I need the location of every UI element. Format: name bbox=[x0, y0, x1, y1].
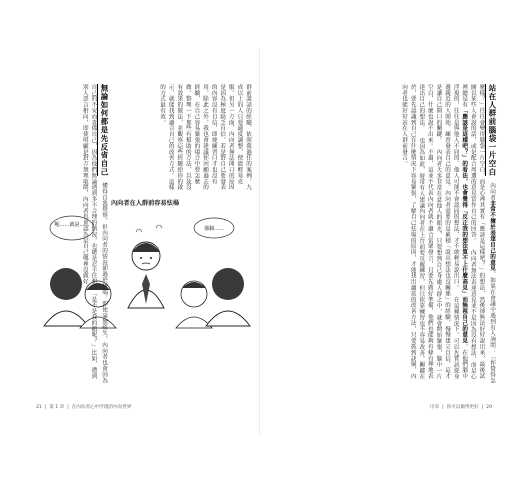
section-heading-reflect: 無論如何都是先反省自己 bbox=[97, 84, 108, 176]
left-running-title: 在內向者心中浮現的內向世界 bbox=[71, 405, 132, 410]
bubble-left-line1: 呃……就是…… bbox=[54, 222, 90, 228]
right-footer: 序章 | 你可以做得更好 | 20 bbox=[429, 405, 492, 410]
left-section bbox=[36, 84, 108, 384]
right-p1-bold: 非常不擅於表達自己的意見 bbox=[489, 200, 495, 272]
right-p4: 內向者大多非常在意他人的眼光，只要想到自己身處人群之中，就會開始緊張，腦中一片空白，什麼也說不出來。不過，這並不代表內向者就不適合當眾發言，只要先做好準備，他們也能夠有條有理地表達出自己的想法。 bbox=[418, 84, 442, 380]
left-footer: 21 | 第 1 章 | 在內向者心中浮現的內向世界 bbox=[36, 405, 132, 410]
left-paragraph-bottom: 懂得自我覺察，但內向者的情況卻過於極端。即使毫無疏失，內向者也會因為自己的不安而責備自己，因為他們無論遇到多不合理的情況，也總是忍不住想：「是不是我的錯呢？」比如，遭到別人惡言相向，即使明顯是對方無理取鬧，內向者也會認為是自己哪裡沒做好。 bbox=[81, 84, 107, 384]
right-page-number: 20 bbox=[486, 405, 492, 410]
illustration-caption: 內向者在人群前容易怯場 bbox=[110, 200, 180, 207]
right-running-title: 你可以做得更好 bbox=[446, 405, 479, 410]
right-p1-a: 內向者 bbox=[489, 182, 495, 201]
section-heading-blank: 站在人群前腦袋一片空白 bbox=[485, 84, 496, 176]
left-chapter: 第 1 章 bbox=[49, 405, 65, 410]
book-spread bbox=[16, 48, 504, 436]
bubble-right-text: 那個…… bbox=[203, 226, 225, 232]
right-p3: 在這種情況下，可以先嘗試從身邊親近的人開始，練習發表自己的意見。內向者需要的是累積「說出想法也沒關係」的經驗，慢慢建立自信，這才是讓自己開口的關鍵。 bbox=[435, 84, 459, 380]
right-p2-a: 內向者無法表達意見並不是因為沒有想法，而是心裡總是有 bbox=[461, 84, 476, 380]
right-page bbox=[260, 48, 504, 436]
right-body bbox=[264, 84, 496, 384]
left-page bbox=[16, 48, 260, 436]
right-p2-bold: 「應該是這樣吧？」的看法，也會覺得「反正我的想法算不上什麼高見」而無視自己的意見 bbox=[461, 107, 468, 344]
right-p5: 也因為如此，時常有人建議內向者在上台前要反覆練習，但只依靠練習也不容易改善。關鍵在於，要先認識到自己在什麼情況下容易緊張，了解自己怯場的原因，才能找出適當的改善方法，只要抓到訣竅，內向者也能好好站在人群前發言。 bbox=[401, 84, 425, 380]
right-label: 序章 bbox=[429, 405, 440, 410]
left-page-number: 21 bbox=[36, 405, 42, 410]
left-paragraph-top: 群前談話的經驗，依照我過往的案例，九成以上的人只要適度調整，便能輕易克服。但另一方面，內向者無法開口的原因是因為極度缺乏自信。若是對自己要發表的內容沒有自信，即便練習口才也沒有用。除此之外，我也會建議你回顧過去的經驗，在自己容易緊張的場合中要怎麼做。整理一下那些有幫助的方法，以及沒有效果的做法，並觀察這些經驗給你的啟示，就能找到適合自己的改善方式。這樣的方式最有效。 bbox=[159, 84, 251, 191]
right-p1-b: 。如果在會議中遇到有人詢問：「你覺得怎麼樣？」往往會變得腦袋一片空白，而是心裡其實有「應該是這樣吧？」的想法，然後卻無法好好說出來，最後試圖以某些人會說的話，或是配合周遭的意見當作自己的回答。 bbox=[469, 84, 495, 384]
right-p2-b: 。在他們腦中浮現的，往往是與他人不同的、他人可能不會認同的想法，才不敢輕易說出口。 bbox=[452, 84, 468, 380]
